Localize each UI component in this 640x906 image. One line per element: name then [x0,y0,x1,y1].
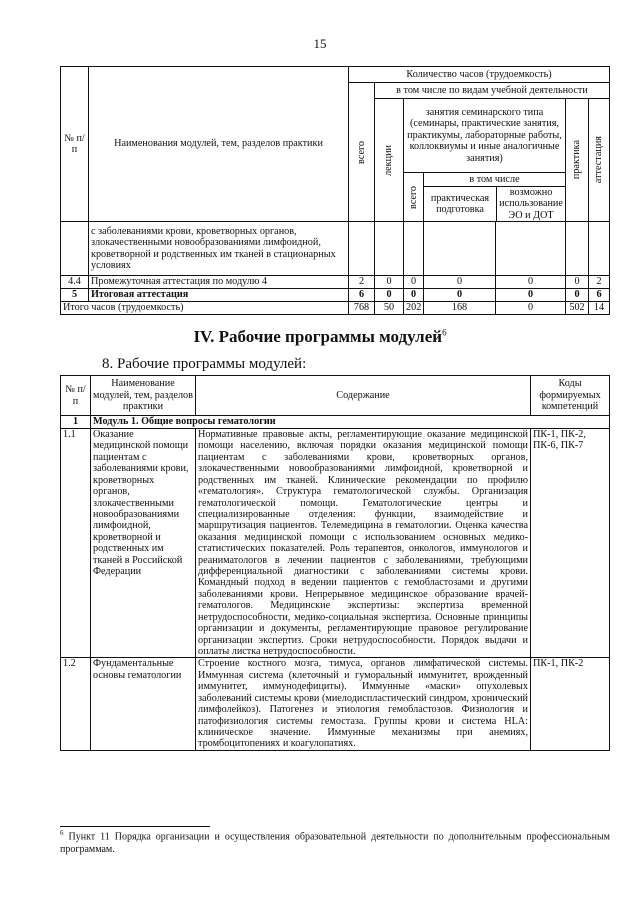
row-lect: 0 [375,289,404,302]
row-prac-prep: 0 [424,276,496,289]
sub-title: 8. Рабочие программы модулей: [102,356,307,372]
header-practice: практика [566,99,589,222]
table-row [61,429,610,658]
row-prac-prep: 0 [424,289,496,302]
footnote-ref: 6 [442,327,447,338]
row-content: Строение костного мозга, тимуса, органов лимфатической системы. Иммунная система (клеточный и гуморальный иммунитет, врожденный иммунитет, иммунодефициты). Иммунные «маски» опухолевых заболеваний системы крови (миелодиспластический синдром, хронический лимфолейкоз). Патогенез и этиология гемобластозов. Физиология и патофизиология системы гемостаза. Группы крови и система HLA: клиническое значение. Иммунные механизмы при анемиях, тромбоцитопениях и коагулопатиях. [196,658,531,750]
header-seminars: занятия семинарского типа (семинары, практические занятия, практикумы, лабораторные работы, коллоквиумы и иные аналогичные занятия) [404,99,566,173]
row-sem [404,222,424,276]
row-num: 5 [61,289,89,302]
row-att: 2 [589,276,610,289]
total-all: 768 [349,302,375,315]
row-eo: 0 [496,276,566,289]
table-row [61,289,610,302]
row-eo [496,222,566,276]
row-att: 6 [589,289,610,302]
row-total: 2 [349,276,375,289]
row-total [349,222,375,276]
header-num: № п/п [61,67,89,222]
module-num: 1 [61,416,91,429]
row-num: 4.4 [61,276,89,289]
row-practice [566,222,589,276]
total-lect: 50 [375,302,404,315]
row-lect: 0 [375,276,404,289]
header-total: всего [349,83,375,222]
footnote-divider [60,826,210,827]
row-prac-prep [424,222,496,276]
section-title: IV. Рабочие программы модулей$^6$ [193,327,447,346]
header-content: Содержание [196,376,531,416]
module-programs-table [60,375,610,751]
header-by-type: в том числе по видам учебной деятельности [375,83,610,99]
row-codes: ПК-1, ПК-2 [531,658,610,750]
row-name: с заболеваниями крови, кроветворных органов, злокачественными новообразованиями лимфоидной, кроветворной и родственных им тканей в стационарных условиях [89,222,349,276]
row-num: 1.2 [61,658,91,750]
row-practice: 0 [566,276,589,289]
header-lectures: лекции [375,99,404,222]
header-name: Наименование модулей, тем, разделов практики [91,376,196,416]
row-num: 1.1 [61,429,91,658]
module-row [61,416,610,429]
row-num [61,222,89,276]
row-lect [375,222,404,276]
row-content: Нормативные правовые акты, регламентирующие оказание медицинской помощи населению, включая порядки оказания медицинской помощи пациентам с заболеваниями крови, кроветворных органов, злокачественными новообразованиями лимфоидной, кроветворной и родственных им тканей. Клинические рекомендации по профилю «гематология». Структура гематологической службы. Организация гематологической помощи. Гематологические центры и специализированные отделения: функции, взаимодействие и маршрутизация пациентов. Телемедицина в гематологии. Оценка качества оказания медицинской помощи с использованием основных медико-статистических показателей. Роль терапевтов, онкологов, иммунологов и реаниматологов в лечении пациентов с заболеваниями, требующими дифференциальной диагностики с заболеваниями системы крови. Командный подход в ведении пациентов с гемобластозами и другими заболеваниями крови. Непрерывное медицинское образование врачей-гематологов. Медицинские экспертизы: экспертиза временной нетрудоспособности, медико-социальная экспертиза. Основные принципы организации и документы, регламентирующие правовое регулирование организации экспертиз. Сроки нетрудоспособности. Порядок выдачи и оплаты листка нетрудоспособности. [196,429,531,658]
row-sem: 0 [404,289,424,302]
header-sem-total: всего [404,173,424,222]
hours-table [60,66,610,315]
row-name: Фундаментальные основы гематологии [91,658,196,750]
module-title: Модуль 1. Общие вопросы гематологии [91,416,610,429]
row-sem: 0 [404,276,424,289]
total-prac-prep: 168 [424,302,496,315]
header-incl-group [424,173,566,222]
header-eo-dot: возможно использование ЭО и ДОТ [499,186,563,221]
row-total: 6 [349,289,375,302]
table-row [61,276,610,289]
row-codes: ПК-1, ПК-2, ПК-6, ПК-7 [531,429,610,658]
table-row [61,658,610,750]
row-name: Оказание медицинской помощи пациентам с заболеваниями крови, кроветворных органов, злокачественными новообразованиями лимфоидной, кроветворной и родственных им тканей в Российской Федерации [91,429,196,658]
total-row [61,302,610,315]
footnote-text: Пункт 11 Порядка организации и осуществления образовательной деятельности по дополнительным профессиональным программам. [60,831,611,856]
header-codes: Коды формируемых компетенций [531,376,610,416]
header-name: Наименования модулей, тем, разделов практики [89,67,349,222]
row-name: Промежуточная аттестация по модулю 4 [89,276,349,289]
footnote [60,829,610,856]
total-label: Итого часов (трудоемкость) [61,302,349,315]
page-number: 15 [313,36,327,51]
header-num: № п/п [61,376,91,416]
total-eo: 0 [496,302,566,315]
header-practical-prep: практическая подготовка [424,187,497,221]
row-att [589,222,610,276]
table-row [61,222,610,276]
footnote-mark: 6 [60,829,64,837]
row-practice: 0 [566,289,589,302]
row-name: Итоговая аттестация [89,289,349,302]
total-sem: 202 [404,302,424,315]
total-att: 14 [589,302,610,315]
total-practice: 502 [566,302,589,315]
header-incl: в том числе [424,173,565,187]
header-hours: Количество часов (трудоемкость) [349,67,610,83]
row-eo: 0 [496,289,566,302]
header-attestation: аттестация [589,99,610,222]
